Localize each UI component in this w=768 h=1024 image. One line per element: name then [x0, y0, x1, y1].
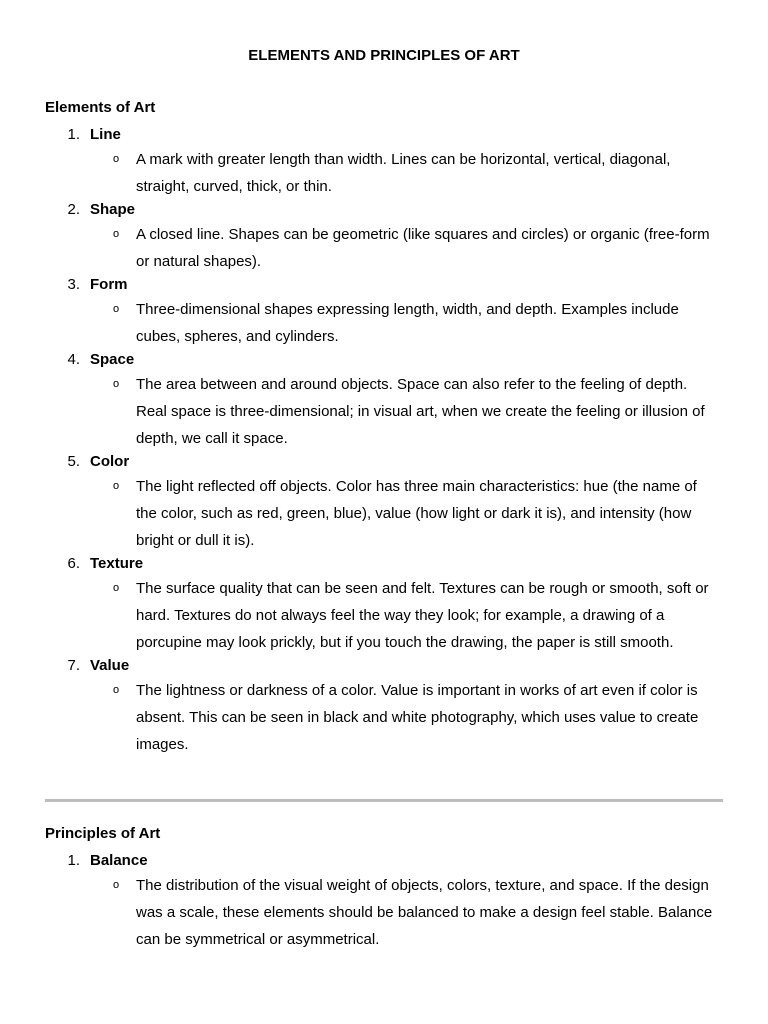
list-item	[0, 350, 768, 452]
item-term: Texture	[90, 555, 144, 572]
item-number: 4.	[67, 351, 80, 368]
item-description: The surface quality that can be seen and felt. Textures can be rough or smooth, soft or hard. Textures do not always feel the way they look; for example, a drawing of a porcupine may look prickly, but if you touch the drawing, the paper is still smooth.	[136, 580, 709, 651]
item-description: Three-dimensional shapes expressing length, width, and depth. Examples include cubes, spheres, and cylinders.	[136, 301, 679, 345]
item-number: 2.	[67, 201, 80, 218]
item-description: The distribution of the visual weight of objects, colors, texture, and space. If the design was a scale, these elements should be balanced to make a design feel stable. Balance can be symmetrical or asymmetrical.	[136, 877, 713, 948]
bullet-icon: o	[113, 378, 120, 390]
item-term: Shape	[90, 201, 136, 218]
list-item	[0, 554, 768, 656]
bullet-icon: o	[113, 480, 120, 492]
item-number: 3.	[67, 276, 80, 293]
item-number: 6.	[67, 555, 80, 572]
item-description: The area between and around objects. Space can also refer to the feeling of depth. Real space is three-dimensional; in visual art, when we create the feeling or illusion of depth, we call it space.	[136, 376, 705, 447]
bullet-icon: o	[113, 684, 120, 696]
list-item	[0, 200, 768, 275]
elements-list	[0, 125, 768, 758]
list-item	[0, 275, 768, 350]
item-term: Value	[90, 657, 130, 674]
list-item	[0, 656, 768, 758]
bullet-icon: o	[113, 303, 120, 315]
item-description: The lightness or darkness of a color. Value is important in works of art even if color is absent. This can be seen in black and white photography, which uses value to create images.	[136, 682, 699, 753]
item-number: 1.	[67, 852, 80, 869]
section-divider	[45, 799, 723, 802]
item-description: The light reflected off objects. Color has three main characteristics: hue (the name of the color, such as red, green, blue), value (how light or dark it is), and intensity (how bright or dull it is).	[136, 478, 697, 549]
item-term: Balance	[90, 852, 148, 869]
item-number: 1.	[67, 126, 80, 143]
bullet-icon: o	[113, 879, 120, 891]
list-item	[0, 125, 768, 200]
item-number: 7.	[67, 657, 80, 674]
item-term: Line	[90, 126, 121, 143]
page-title: ELEMENTS AND PRINCIPLES OF ART	[248, 47, 520, 64]
section-heading-elements: Elements of Art	[45, 99, 156, 116]
item-term: Color	[90, 453, 130, 470]
bullet-icon: o	[113, 153, 120, 165]
section-heading-principles: Principles of Art	[45, 825, 161, 842]
list-item	[0, 452, 768, 554]
item-description: A closed line. Shapes can be geometric (like squares and circles) or organic (free-form or natural shapes).	[136, 226, 710, 270]
bullet-icon: o	[113, 582, 120, 594]
item-term: Form	[90, 276, 128, 293]
item-number: 5.	[67, 453, 80, 470]
list-item	[0, 851, 768, 953]
item-term: Space	[90, 351, 135, 368]
item-description: A mark with greater length than width. Lines can be horizontal, vertical, diagonal, straight, curved, thick, or thin.	[136, 151, 671, 195]
principles-list	[0, 851, 768, 953]
bullet-icon: o	[113, 228, 120, 240]
